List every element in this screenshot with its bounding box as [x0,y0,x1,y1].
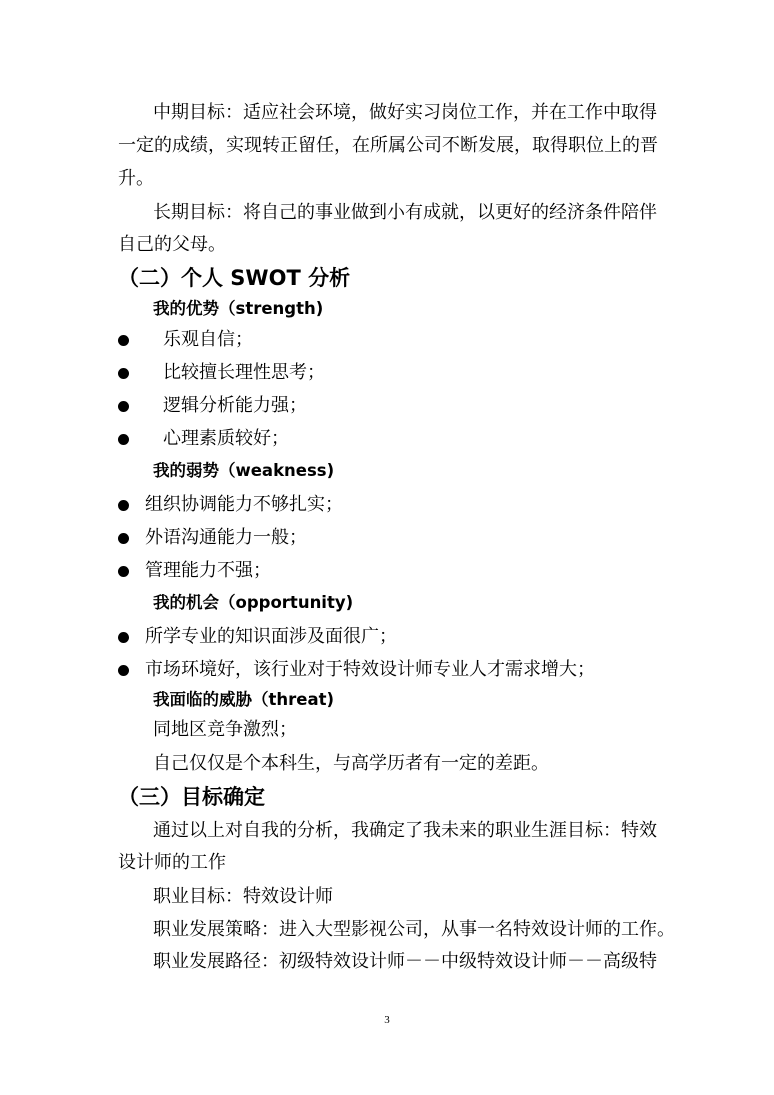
threat-item: 同地区竞争激烈； [153,719,297,740]
goal-intro-line-1: 通过以上对自我的分析，我确定了我未来的职业生涯目标：特效 [153,820,657,841]
career-strategy: 职业发展策略：进入大型影视公司，从事一名特效设计师的工作。 [153,919,675,940]
goal-intro-line-2: 设计师的工作 [118,852,226,873]
bullet-icon [118,566,129,577]
weakness-item: 外语沟通能力一般； [145,527,307,548]
strength-title: 我的优势（strength) [153,299,324,318]
bullet-icon [118,500,129,511]
bullet-icon [118,401,129,412]
career-goal: 职业目标：特效设计师 [153,886,333,907]
career-path: 职业发展路径：初级特效设计师－－中级特效设计师－－高级特 [153,951,657,972]
opportunity-item: 所学专业的知识面涉及面很广； [145,626,397,647]
strength-item: 乐观自信； [163,329,253,350]
opportunity-item: 市场环境好，该行业对于特效设计师专业人才需求增大； [145,659,595,680]
threat-title: 我面临的威胁（threat) [153,690,335,709]
mid-goal-line-1: 中期目标：适应社会环境，做好实习岗位工作，并在工作中取得 [153,102,657,123]
bullet-icon [118,665,129,676]
swot-heading: （二）个人 SWOT 分析 [118,266,351,290]
bullet-icon [118,368,129,379]
opportunity-title: 我的机会（opportunity) [153,593,354,612]
long-goal-line-2: 自己的父母。 [118,234,226,255]
weakness-title: 我的弱势（weakness) [153,461,335,480]
goal-heading: （三）目标确定 [118,785,265,809]
page-number: 3 [384,1014,390,1026]
strength-item: 比较擅长理性思考； [163,362,325,383]
bullet-icon [118,434,129,445]
long-goal-line-1: 长期目标：将自己的事业做到小有成就，以更好的经济条件陪伴 [153,202,657,223]
strength-item: 心理素质较好； [163,428,289,449]
weakness-item: 管理能力不强； [145,560,271,581]
mid-goal-line-3: 升。 [118,168,154,189]
bullet-icon [118,533,129,544]
threat-item: 自己仅仅是个本科生，与高学历者有一定的差距。 [153,753,549,774]
strength-item: 逻辑分析能力强； [163,395,307,416]
weakness-item: 组织协调能力不够扎实； [145,494,343,515]
mid-goal-line-2: 一定的成绩，实现转正留任，在所属公司不断发展，取得职位上的晋 [118,135,658,156]
bullet-icon [118,632,129,643]
bullet-icon [118,335,129,346]
